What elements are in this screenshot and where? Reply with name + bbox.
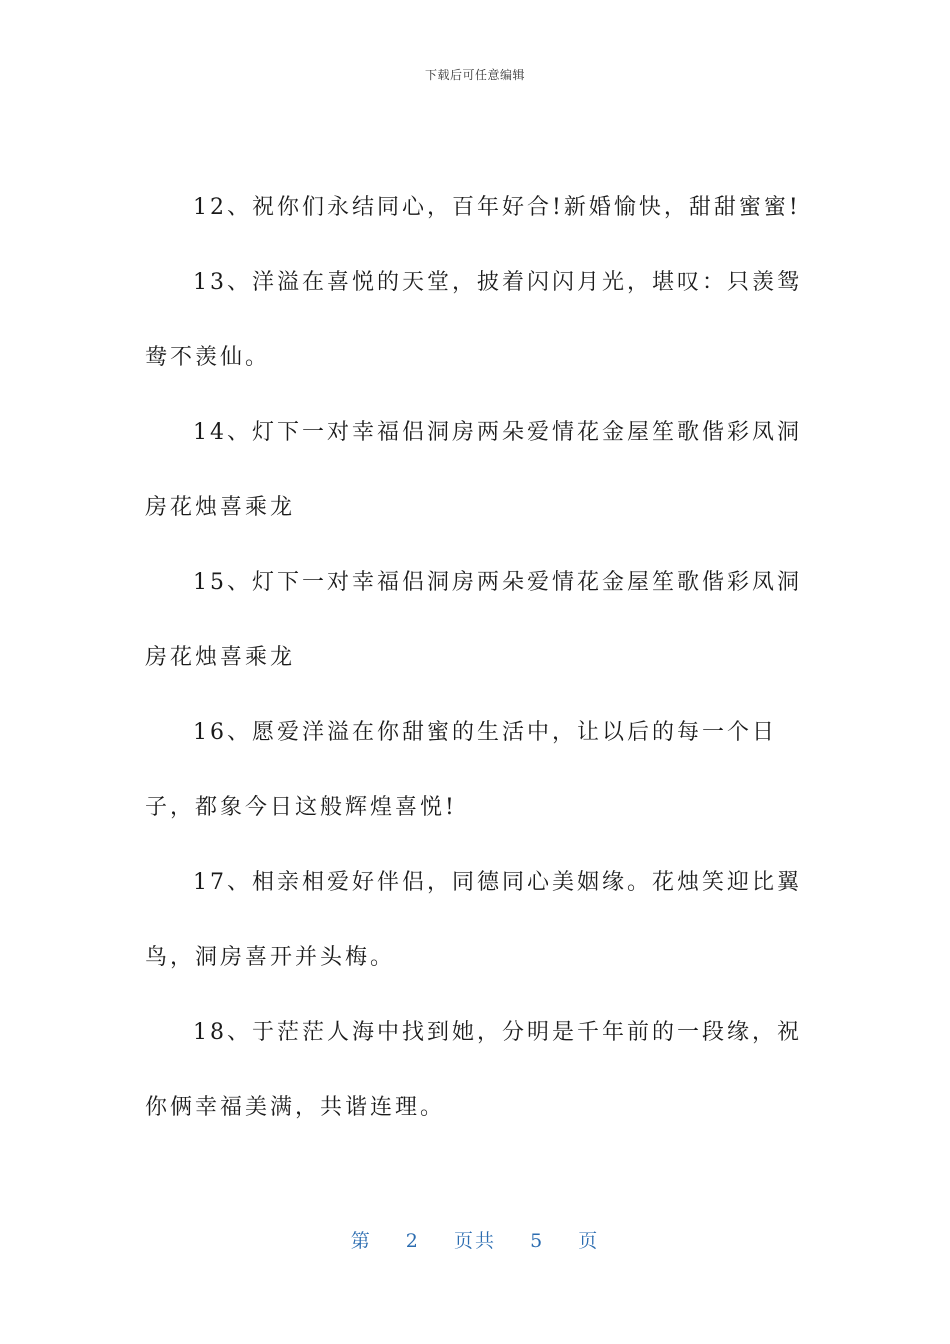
page-header: 下载后可任意编辑	[424, 68, 525, 82]
paragraph-16: 16、愿爱洋溢在你甜蜜的生活中，让以后的每一个日子，都象今日这般辉煌喜悦!	[145, 720, 777, 820]
total-pages-number: 5	[530, 1230, 545, 1252]
paragraph-12: 12、祝你们永结同心，百年好合!新婚愉快，甜甜蜜蜜!	[193, 195, 801, 220]
paragraph-15: 15、灯下一对幸福侣洞房两朵爱情花金屋笙歌偕彩凤洞房花烛喜乘龙	[145, 570, 802, 670]
paragraph-13: 13、洋溢在喜悦的天堂，披着闪闪月光，堪叹：只羡鸳鸯不羡仙。	[145, 270, 802, 370]
paragraph-14: 14、灯下一对幸福侣洞房两朵爱情花金屋笙歌偕彩凤洞房花烛喜乘龙	[145, 420, 802, 520]
paragraph-18: 18、于茫茫人海中找到她，分明是千年前的一段缘，祝你俩幸福美满，共谐连理。	[145, 1020, 802, 1120]
page-label-prefix: 第	[350, 1230, 372, 1252]
current-page-number: 2	[405, 1230, 420, 1252]
page-label-suffix: 页	[578, 1230, 600, 1252]
paragraph-17: 17、相亲相爱好伴侣，同德同心美姻缘。花烛笑迎比翼鸟，洞房喜开并头梅。	[145, 870, 802, 970]
document-body	[145, 170, 810, 1145]
page-label-mid: 页共	[453, 1230, 496, 1252]
page-footer	[0, 1226, 950, 1253]
